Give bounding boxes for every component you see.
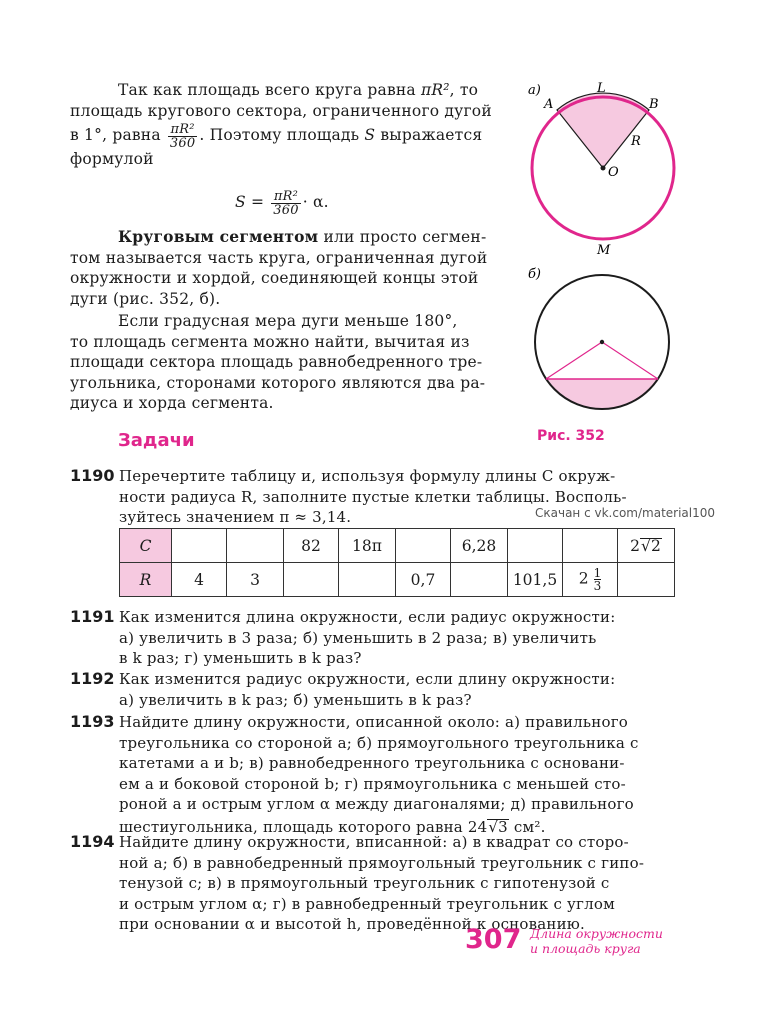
figure-352 bbox=[525, 78, 685, 450]
table-cell: 4 bbox=[172, 563, 227, 597]
figure-a-label: а) bbox=[528, 83, 541, 98]
table-cell bbox=[227, 529, 284, 563]
row-header-c: C bbox=[120, 529, 172, 563]
table-cell bbox=[451, 563, 508, 597]
table-cell bbox=[339, 563, 396, 597]
table-cell: 3 bbox=[227, 563, 284, 597]
label-O: O bbox=[608, 165, 619, 180]
task-1192-text: Как изменится радиус окружности, если длину окружности: а) увеличить в k раз; б) уменьшить в k раз? bbox=[119, 670, 616, 709]
table-cell bbox=[396, 529, 451, 563]
intro-paragraph: Так как площадь всего круга равна πR², то площадь кругового сектора, ограниченного дугой в 1°, равна $\frac{\text{πR²}}{360}$ . Поэтому площадь S выражается формулой bbox=[70, 81, 492, 168]
center-point-b bbox=[600, 340, 604, 344]
table-cell: 18π bbox=[339, 529, 396, 563]
task-1190-text: Перечертите таблицу и, используя формулу длины C окруж- ности радиуса R, заполните пустые клетки таблицы. Восполь- зуйтесь значением π ≈ 3,14. bbox=[119, 467, 627, 526]
table-cell: 6,28 bbox=[451, 529, 508, 563]
table-cell bbox=[172, 529, 227, 563]
figure-caption: Рис. 352 bbox=[537, 428, 605, 444]
center-o-point bbox=[601, 166, 606, 171]
task-1194-text: Найдите длину окружности, вписанной: а) в квадрат со сторо- ной a; б) в равнобедренный прямоугольный треугольник с гипо- тенузой c; в) в прямоугольный треугольник с гипотенузой c и острым углом α; г) в равнобедренный треугольник с углом при основании α и высотой h, проведённой к основанию. bbox=[119, 833, 645, 933]
sector-area-formula: S = $\frac{\text{πR²}}{360}$ · α. bbox=[235, 188, 329, 218]
label-R: R bbox=[631, 134, 641, 149]
segment-paragraph: Круговым сегментом или просто сегмен- том называется часть круга, ограниченная дугой окружности и хордой, соединяющей концы этой дуги (рис. 352, б). Если градусная мера дуги меньше 180°, то площадь сегмента можно найти, вычитая из площади сектора площадь равнобедренного тре- угольника, сторонами которого являются два ра- диуса и хорда сегмента. bbox=[70, 227, 488, 412]
table-cell bbox=[618, 563, 675, 597]
table-cell bbox=[284, 563, 339, 597]
label-L: L bbox=[597, 81, 606, 96]
table-row-c bbox=[120, 529, 675, 563]
task-number-1194: 1194 bbox=[70, 832, 115, 851]
page-number: 307 bbox=[465, 924, 522, 955]
task-1193-text: Найдите длину окружности, описанной около: а) правильного треугольника со стороной a; б) прямоугольного треугольника с катетами a и b; в) равнобедренного треугольника с основани- ем a и боковой стороной b; г) прямоугольника с меньшей сто- роной a и острым углом α между диагоналями; д) правильного шестиугольника, площадь которого равна 24√3 см². bbox=[119, 713, 639, 836]
label-M: M bbox=[597, 243, 611, 258]
radius-right bbox=[602, 342, 658, 379]
table-cell bbox=[563, 529, 618, 563]
task-number-1192: 1192 bbox=[70, 669, 115, 688]
table-row-r bbox=[120, 563, 675, 597]
label-B: B bbox=[649, 97, 659, 112]
task-1191-text: Как изменится длина окружности, если радиус окружности: а) увеличить в 3 раза; б) уменьшить в 2 раза; в) увеличить в k раз; г) уменьшить в k раз? bbox=[119, 608, 616, 667]
table-cell bbox=[508, 529, 563, 563]
watermark: Скачан с vk.com/material100 bbox=[535, 506, 716, 520]
label-A: A bbox=[544, 97, 554, 112]
task-number-1190: 1190 bbox=[70, 466, 115, 485]
figure-b-label: б) bbox=[528, 267, 542, 282]
chapter-title: Длина окружности и площадь круга bbox=[530, 926, 663, 956]
table-cell-sqrt: 2√2 bbox=[618, 529, 675, 563]
circumference-table bbox=[119, 528, 675, 597]
task-number-1193: 1193 bbox=[70, 712, 115, 731]
tasks-heading: Задачи bbox=[118, 430, 195, 451]
table-cell: 0,7 bbox=[396, 563, 451, 597]
task-number-1191: 1191 bbox=[70, 607, 115, 626]
table-cell: 82 bbox=[284, 529, 339, 563]
radius-left bbox=[546, 342, 602, 379]
table-cell: 101,5 bbox=[508, 563, 563, 597]
table-cell-mixed-fraction: 2 $\frac{1}{3}$ bbox=[563, 563, 618, 597]
row-header-r: R bbox=[120, 563, 172, 597]
segment-fill bbox=[546, 379, 658, 409]
fraction-pi-r2-360: $\frac{\text{πR²}}{360}$ bbox=[169, 121, 196, 151]
